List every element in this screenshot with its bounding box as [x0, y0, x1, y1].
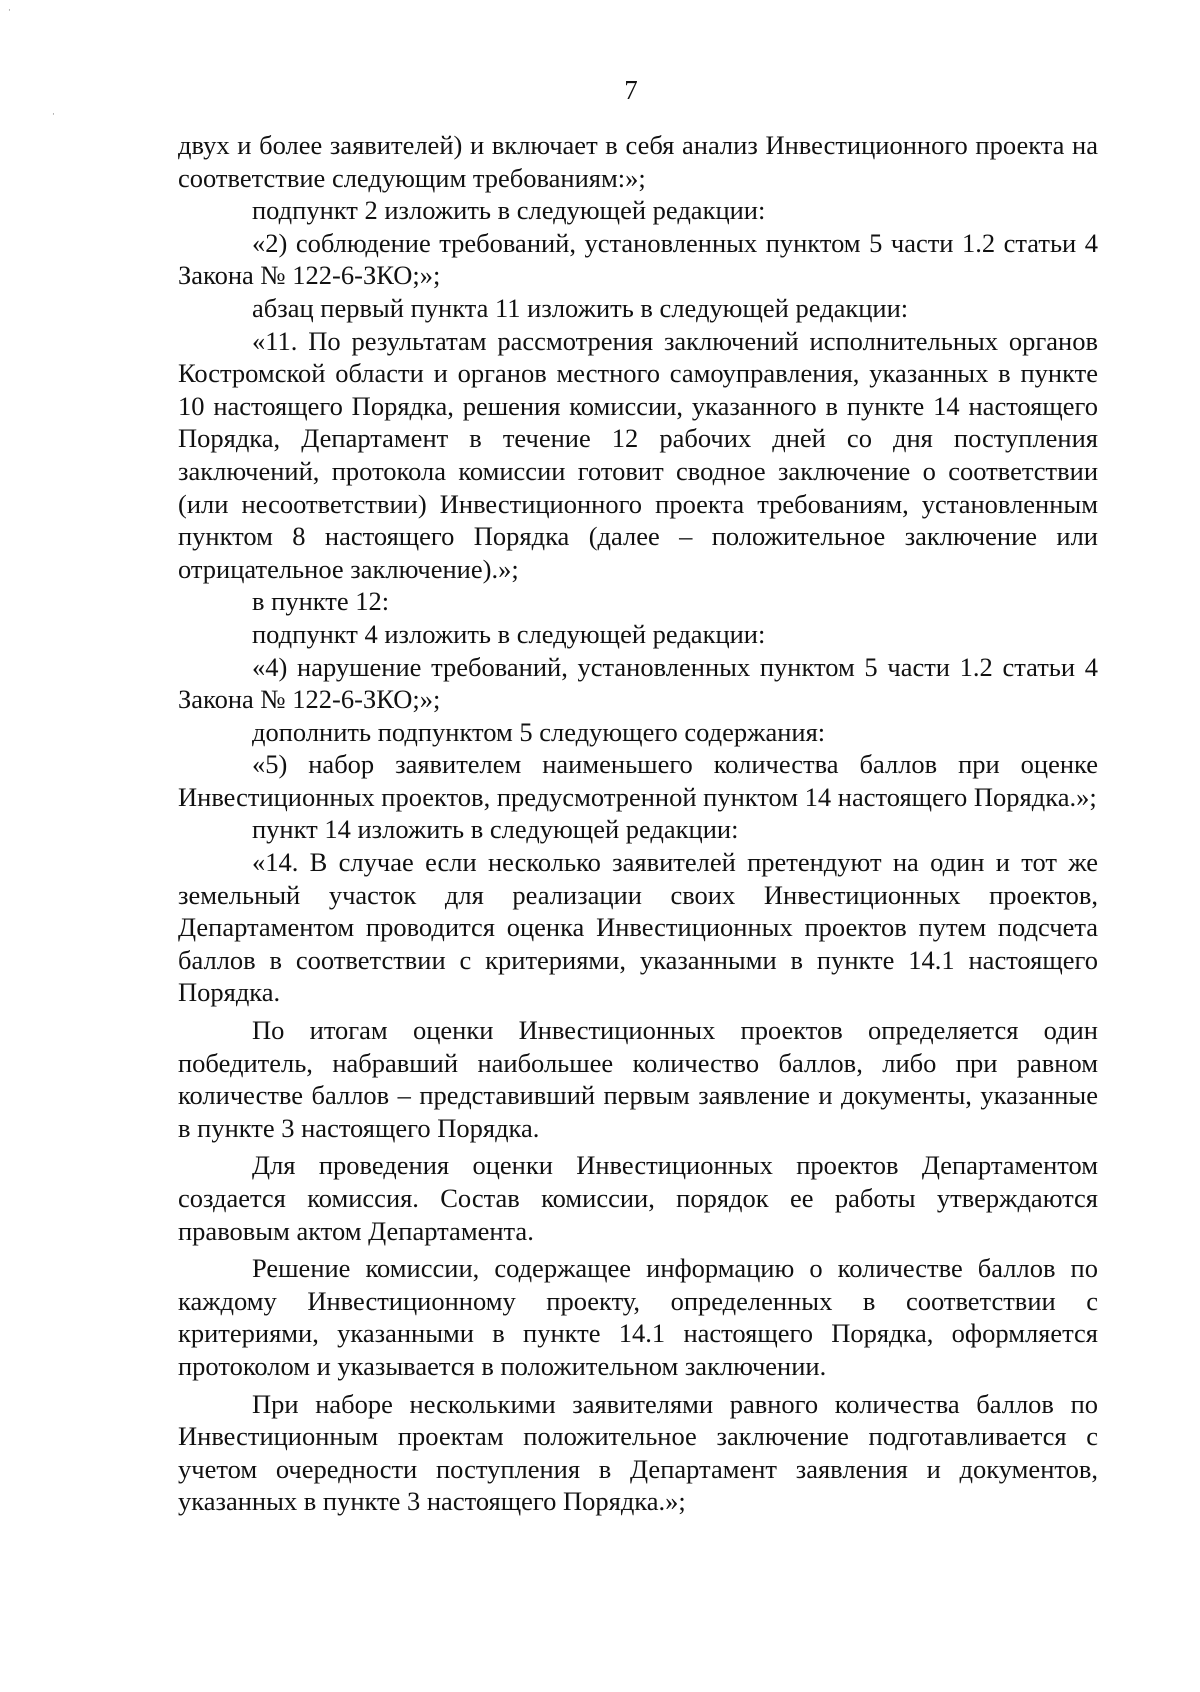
paragraph: дополнить подпунктом 5 следующего содержания:: [252, 716, 826, 747]
paragraph: «11. По результатам рассмотрения заключений исполнительных органов Костромской области и органов местного самоуправления, указанных в пункте 10 настоящего Порядка, решения комиссии, указанного в пункте 14 настоящего Порядка, Департамент в течение 12 рабочих дней со дня поступления заключений, протокола комиссии готовит сводное заключение о соответствии (или несоответствии) Инвестиционного проекта требованиям, установленным пунктом 8 настоящего Порядка (далее – положительное заключение или отрицательное заключение).»;: [178, 325, 1098, 584]
paragraph: пункт 14 изложить в следующей редакции:: [252, 814, 739, 845]
document-body: [178, 129, 1098, 1518]
paragraph: в пункте 12:: [252, 586, 390, 617]
paragraph: подпункт 2 изложить в следующей редакции:: [252, 195, 766, 226]
scan-mark: ·: [8, 6, 11, 16]
paragraph: По итогам оценки Инвестиционных проектов определяется один победитель, набравший наибольшее количество баллов, либо при равном количестве баллов – представивший первым заявление и документы, указанные в пункте 3 настоящего Порядка.: [178, 1015, 1098, 1143]
page-number: 7: [624, 75, 638, 105]
paragraph: При наборе несколькими заявителями равного количества баллов по Инвестиционным проектам положительное заключение подготавливается с учетом очередности поступления в Департамент заявления и документов, указанных в пункте 3 настоящего Порядка.»;: [178, 1388, 1098, 1517]
paragraph: абзац первый пункта 11 изложить в следующей редакции:: [252, 292, 909, 323]
paragraph: «4) нарушение требований, установленных пунктом 5 части 1.2 статьи 4 Закона № 122-6-ЗКО;»;: [178, 651, 1098, 715]
paragraph: «5) набор заявителем наименьшего количества баллов при оценке Инвестиционных проектов, предусмотренной пунктом 14 настоящего Порядка.»;: [178, 749, 1098, 812]
scan-mark: ·: [52, 110, 55, 120]
paragraph: «14. В случае если несколько заявителей претендуют на один и тот же земельный участок для реализации своих Инвестиционных проектов, Департаментом проводится оценка Инвестиционных проектов путем подсчета баллов в соответствии с критериями, указанными в пункте 14.1 настоящего Порядка.: [178, 847, 1098, 1008]
paragraph: подпункт 4 изложить в следующей редакции:: [252, 618, 766, 649]
paragraph: «2) соблюдение требований, установленных пунктом 5 части 1.2 статьи 4 Закона № 122-6-ЗКО;»;: [178, 227, 1098, 291]
paragraph: Решение комиссии, содержащее информацию о количестве баллов по каждому Инвестиционному проекту, определенных в соответствии с критериями, указанными в пункте 14.1 настоящего Порядка, оформляется протоколом и указывается в положительном заключении.: [178, 1253, 1098, 1381]
paragraph: двух и более заявителей) и включает в себя анализ Инвестиционного проекта на соответствие следующим требованиям:»;: [178, 130, 1098, 193]
paragraph: Для проведения оценки Инвестиционных проектов Департаментом создается комиссия. Состав комиссии, порядок ее работы утверждаются правовым актом Департамента.: [178, 1150, 1098, 1246]
